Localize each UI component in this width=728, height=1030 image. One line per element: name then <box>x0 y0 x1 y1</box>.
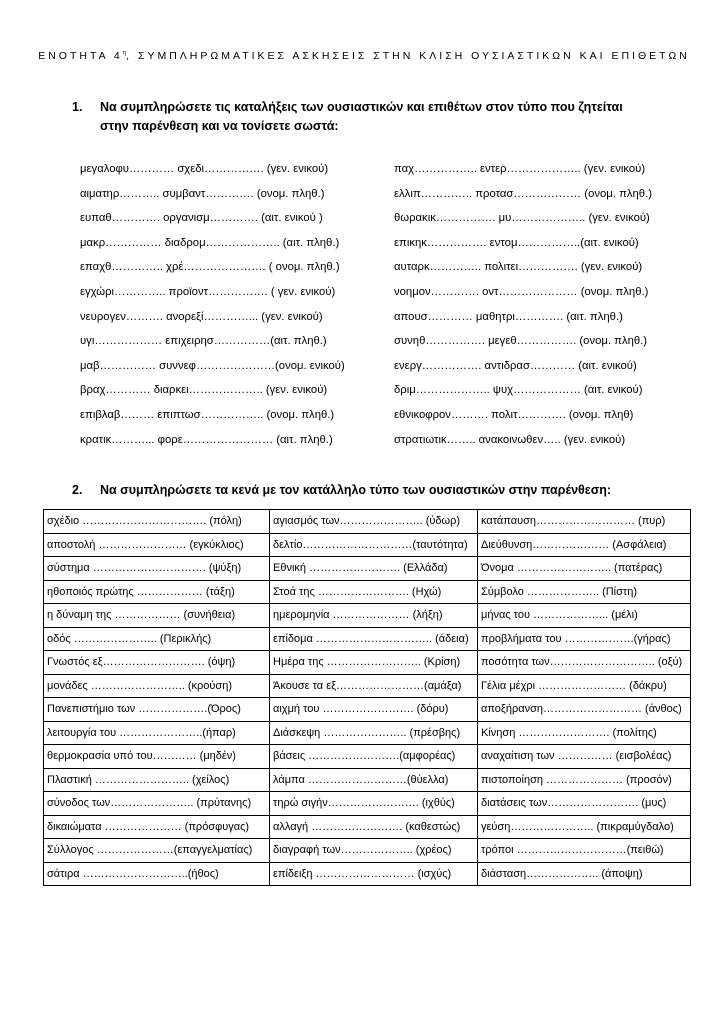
table-cell[interactable]: Διεύθυνση………………… (Ασφάλεια) <box>478 533 691 557</box>
table-cell[interactable]: αποστολή …………………… (εγκύκλιος) <box>44 533 270 557</box>
exercise-1-item-left[interactable]: μακρ…………… διαδρομ……………….. (αιτ. πληθ.) <box>80 236 340 249</box>
table-cell[interactable]: Στοά της ……………………. (Ηχώ) <box>270 580 478 604</box>
exercise-1-instruction <box>72 98 652 136</box>
exercise-2-number: 2. <box>72 483 83 497</box>
table-cell[interactable]: Διάσκεψη ………………….. (πρέσβης) <box>270 721 478 745</box>
exercise-1-row <box>0 261 728 286</box>
exercise-1-item-right[interactable]: στρατιωτικ…….. ανακοινωθεν….. (γεν. ενικού) <box>394 433 626 446</box>
table-row <box>44 862 691 886</box>
exercise-1-item-left[interactable]: υγι……………… επιχειρησ……………(αιτ. πληθ.) <box>80 335 327 348</box>
exercise-1-item-right[interactable]: παχ…………….. εντερ……………….. (γεν. ενικού) <box>394 163 646 175</box>
table-cell[interactable]: Άκουσε τα εξ……………………(αμάξα) <box>270 674 478 698</box>
table-row <box>44 745 691 769</box>
exercise-1-text: Να συμπληρώσετε τις καταλήξεις των ουσιαστικών και επιθέτων στον τύπο που ζητείται στην παρένθεση και να τονίσετε σωστά: <box>100 100 623 133</box>
exercise-1-row <box>0 311 728 336</box>
exercise-2-table <box>43 509 691 886</box>
exercise-1-item-left[interactable]: επαχθ………….. χρέ…………………. ( ονομ. πληθ.) <box>80 261 340 274</box>
table-cell[interactable]: Πανεπιστήμιο των ……………….(Όρος) <box>44 698 270 722</box>
title-suffix: , ΣΥΜΠΛΗΡΩΜΑΤΙΚΕΣ ΑΣΚΗΣΕΙΣ ΣΤΗΝ ΚΛΙΣΗ ΟΥΣΙΑΣΤΙΚΩΝ ΚΑΙ ΕΠΙΘΕΤΩΝ <box>126 50 690 62</box>
table-cell[interactable]: διατάσεις των……………………. (μυς) <box>478 792 691 816</box>
table-cell[interactable]: διάσταση……………….. (άποψη) <box>478 862 691 886</box>
table-cell[interactable]: οδός ………………….. (Περικλής) <box>44 627 270 651</box>
table-cell[interactable]: λειτουργία του …………………..(ήπαρ) <box>44 721 270 745</box>
table-cell[interactable]: κατάπαυση……………………… (πυρ) <box>478 510 691 534</box>
exercise-1-list <box>0 163 728 458</box>
table-cell[interactable]: βάσεις …………………….(αμφορέας) <box>270 745 478 769</box>
table-row <box>44 768 691 792</box>
table-cell[interactable]: ποσότητα των……………………….. (οξύ) <box>478 651 691 675</box>
exercise-1-item-right[interactable]: ελλιπ………….. προτασ……………… (ονομ. πληθ.) <box>394 187 652 200</box>
exercise-1-item-right[interactable]: ενεργ……………. αντιδρασ………… (αιτ. ενικού) <box>394 359 637 372</box>
exercise-1-item-left[interactable]: νευρογεν………. ανορεξί…………... (γεν. ενικού) <box>80 310 323 323</box>
table-row <box>44 721 691 745</box>
exercise-1-item-right[interactable]: δριμ……………….. ψυχ……………… (αιτ. ενικού) <box>394 384 643 397</box>
table-cell[interactable]: Κίνηση ……………………. (πολίτης) <box>478 721 691 745</box>
table-cell[interactable]: Γέλια μέχρι …………………… (δάκρυ) <box>478 674 691 698</box>
table-cell[interactable]: σχέδιο ……………………………. (πόλη) <box>44 510 270 534</box>
table-cell[interactable]: αιχμή του ……………………. (δόρυ) <box>270 698 478 722</box>
table-row <box>44 580 691 604</box>
table-cell[interactable]: θερμοκρασία υπό του………… (μηδέν) <box>44 745 270 769</box>
table-cell[interactable]: προβλήματα του ……………….(γήρας) <box>478 627 691 651</box>
table-cell[interactable]: τρόποι …………………………(πειθώ) <box>478 839 691 863</box>
table-cell[interactable]: δελτίο…………………………(ταυτότητα) <box>270 533 478 557</box>
exercise-1-row <box>0 212 728 237</box>
title-prefix: ΕΝΟΤΗΤΑ 4 <box>38 50 123 62</box>
exercise-1-row <box>0 188 728 213</box>
exercise-1-item-right[interactable]: επικηκ……………. εντομ……………..(αιτ. ενικού) <box>394 236 639 249</box>
table-cell[interactable]: Σύμβολο ……………….. (Πίστη) <box>478 580 691 604</box>
exercise-1-item-right[interactable]: θωρακικ……………. μυ……………….. (γεν. ενικού) <box>394 212 650 225</box>
exercise-2-text: Να συμπληρώσετε τα κενά με τον κατάλληλο τύπο των ουσιαστικών στην παρένθεση: <box>100 483 612 497</box>
table-cell[interactable]: σύνοδος των………………….. (πρύτανης) <box>44 792 270 816</box>
table-cell[interactable]: η δύναμη της ……………… (συνήθεια) <box>44 604 270 628</box>
exercise-1-row <box>0 360 728 385</box>
table-cell[interactable]: ηθοποιός πρώτης ……………… (τάξη) <box>44 580 270 604</box>
exercise-1-row <box>0 384 728 409</box>
table-cell[interactable]: αποξήρανση……………………… (άνθος) <box>478 698 691 722</box>
table-row <box>44 674 691 698</box>
exercise-1-row <box>0 286 728 311</box>
exercise-1-item-left[interactable]: ευπαθ…………. οργανισμ…………. (αιτ. ενικού ) <box>80 212 323 225</box>
table-cell[interactable]: αναχαίτιση των …………… (εισβολέας) <box>478 745 691 769</box>
exercise-1-item-left[interactable]: αιματηρ……….. συμβαντ…………. (ονομ. πληθ.) <box>80 187 325 200</box>
exercise-1-row <box>0 434 728 459</box>
exercise-1-item-right[interactable]: αυταρκ………….. πολιτει……………. (γεν. ενικού) <box>394 261 643 274</box>
table-cell[interactable]: Σύλλογος …………………(επαγγελματίας) <box>44 839 270 863</box>
table-cell[interactable]: επίδομα ………………………….. (άδεια) <box>270 627 478 651</box>
exercise-1-row <box>0 409 728 434</box>
table-row <box>44 792 691 816</box>
table-row <box>44 651 691 675</box>
table-cell[interactable]: γεύση………………….. (πικραμύγδαλο) <box>478 815 691 839</box>
table-row <box>44 815 691 839</box>
table-cell[interactable]: Όνομα …………………….. (πατέρας) <box>478 557 691 581</box>
exercise-1-row <box>0 163 728 188</box>
table-row <box>44 627 691 651</box>
table-cell[interactable]: αγιασμός των………………….. (ύδωρ) <box>270 510 478 534</box>
exercise-1-item-left[interactable]: μεγαλοφυ………… σχεδι……………. (γεν. ενικού) <box>80 163 329 175</box>
table-row <box>44 604 691 628</box>
table-cell[interactable]: σάτιρα ………………………..(ήθος) <box>44 862 270 886</box>
exercise-1-item-left[interactable]: κρατικ………... φορε…………………… (αιτ. πληθ.) <box>80 433 333 446</box>
exercise-1-row <box>0 335 728 360</box>
exercise-1-item-left[interactable]: βραχ………… διαρκει……………….. (γεν. ενικού) <box>80 384 328 397</box>
table-cell[interactable]: δικαιώματα ………………… (πρόσφυγας) <box>44 815 270 839</box>
exercise-1-number: 1. <box>72 100 83 114</box>
table-cell[interactable]: πιστοποίηση ………………… (προσόν) <box>478 768 691 792</box>
table-cell[interactable]: Εθνική ……………………. (Ελλάδα) <box>270 557 478 581</box>
table-cell[interactable]: μήνας του ………………... (μέλι) <box>478 604 691 628</box>
table-cell[interactable]: διαγραφή των……………….. (χρέος) <box>270 839 478 863</box>
exercise-1-row <box>0 237 728 262</box>
table-row <box>44 839 691 863</box>
exercise-1-item-right[interactable]: νοημον…………. οντ………………… (ονομ. πληθ.) <box>394 285 649 298</box>
table-row <box>44 510 691 534</box>
table-cell[interactable]: ημερομηνία ………………… (λήξη) <box>270 604 478 628</box>
table-cell[interactable]: σύστημα …………………………. (ψύξη) <box>44 557 270 581</box>
table-row <box>44 557 691 581</box>
exercise-1-item-left[interactable]: μαβ…………… συννεφ…………………(ονομ. ενικού) <box>80 359 345 372</box>
exercise-2-instruction <box>72 481 652 500</box>
table-cell[interactable]: Πλαστική …………………….. (χείλος) <box>44 768 270 792</box>
exercise-1-item-right[interactable]: συνηθ……………. μεγεθ……………. (ονομ. πληθ.) <box>394 335 648 348</box>
table-cell[interactable]: μονάδες …………………….. (κρούση) <box>44 674 270 698</box>
table-cell[interactable]: Γνωστός εξ………………………. (όψη) <box>44 651 270 675</box>
title-superscript: η <box>122 50 127 57</box>
table-row <box>44 698 691 722</box>
table-cell[interactable]: Ημέρα της …………………….. (Κρίση) <box>270 651 478 675</box>
table-cell[interactable]: αλλαγή ……………………. (καθεστώς) <box>270 815 478 839</box>
exercise-1-item-left[interactable]: επιβλαβ……… επιπτωσ…………….. (ονομ. πληθ.) <box>80 408 335 421</box>
exercise-1-item-right[interactable]: απουσ………… μαθητρι…………. (αιτ. πληθ.) <box>394 310 623 323</box>
worksheet-title <box>0 50 728 62</box>
table-row <box>44 533 691 557</box>
table-cell[interactable]: λάμπα ………………………(θύελλα) <box>270 768 478 792</box>
exercise-1-item-right[interactable]: εθνικοφρον………. πολιτ…………. (ονομ. πληθ) <box>394 408 634 421</box>
table-cell[interactable]: τηρώ σιγήν……………………. (ιχθύς) <box>270 792 478 816</box>
exercise-2-table-body <box>44 510 691 886</box>
table-cell[interactable]: επίδειξη ……………………… (ισχύς) <box>270 862 478 886</box>
exercise-1-item-left[interactable]: εγχώρι………….. προϊοντ……………. ( γεν. ενικού) <box>80 285 336 298</box>
